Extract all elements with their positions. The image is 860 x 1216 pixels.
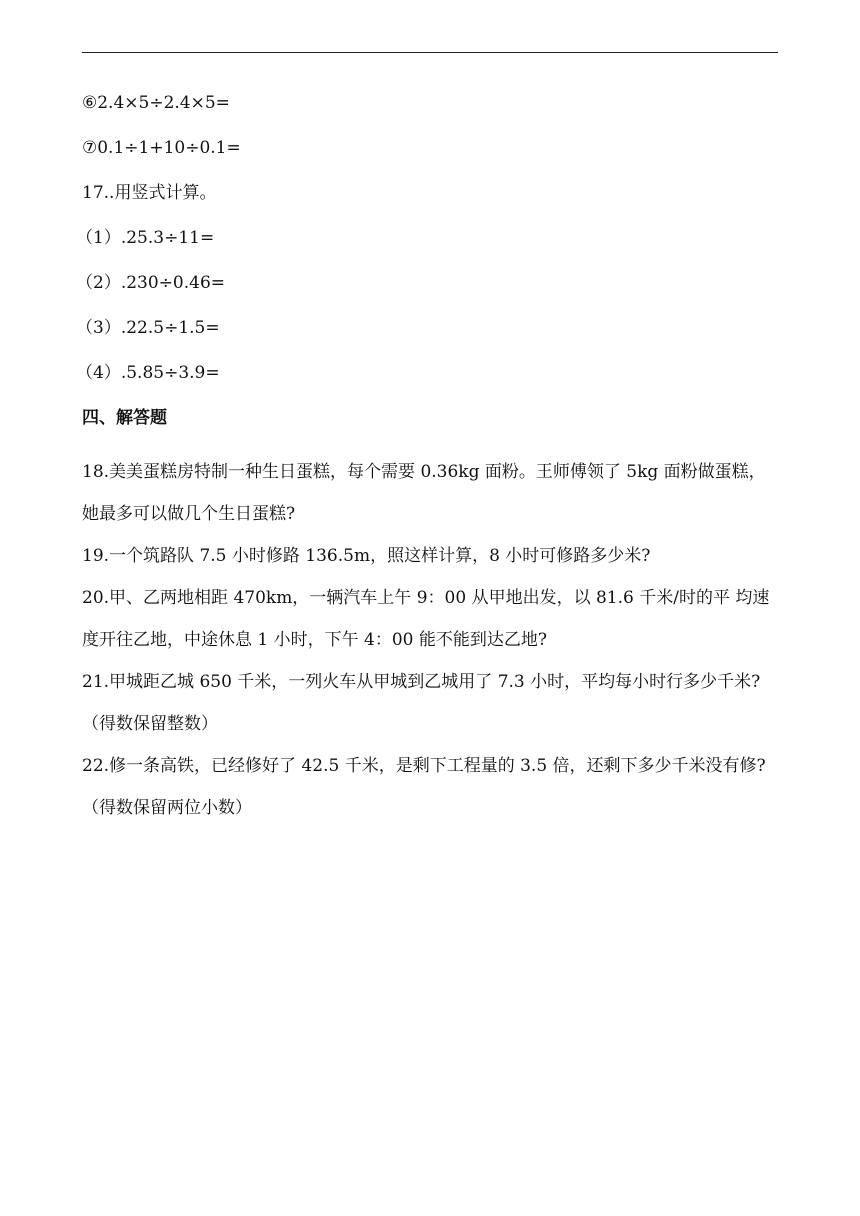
computation-6: ⑥2.4×5÷2.4×5= xyxy=(82,93,230,113)
question-17-part-3: （3）.22.5÷1.5= xyxy=(76,318,220,338)
question-17-part-4: （4）.5.85÷3.9= xyxy=(76,363,220,383)
computation-7: ⑦0.1÷1+10÷0.1= xyxy=(82,138,241,158)
document-content xyxy=(76,88,782,829)
question-18: 18.美美蛋糕房特制一种生日蛋糕，每个需要 0.36kg 面粉。王师傅领了 5kg 面粉做蛋糕，她最多可以做几个生日蛋糕? xyxy=(82,462,766,524)
question-22: 22.修一条高铁，已经修好了 42.5 千米，是剩下工程量的 3.5 倍，还剩下多少千米没有修?（得数保留两位小数） xyxy=(82,756,766,818)
section-4-heading: 四、解答题 xyxy=(82,408,167,428)
question-17-title: 17..用竖式计算。 xyxy=(82,183,217,203)
question-19: 19.一个筑路队 7.5 小时修路 136.5m，照这样计算，8 小时可修路多少米? xyxy=(82,546,651,566)
question-20: 20.甲、乙两地相距 470km，一辆汽车上午 9：00 从甲地出发，以 81.6 千米/时的平 均速度开往乙地，中途休息 1 小时，下午 4：00 能不能到达乙地? xyxy=(82,588,770,650)
header-rule xyxy=(82,52,778,53)
question-17-part-2: （2）.230÷0.46= xyxy=(76,273,226,293)
question-17-part-1: （1）.25.3÷11= xyxy=(76,228,215,248)
question-21: 21.甲城距乙城 650 千米，一列火车从甲城到乙城用了 7.3 小时，平均每小时行多少千米?（得数保留整数） xyxy=(82,672,761,734)
